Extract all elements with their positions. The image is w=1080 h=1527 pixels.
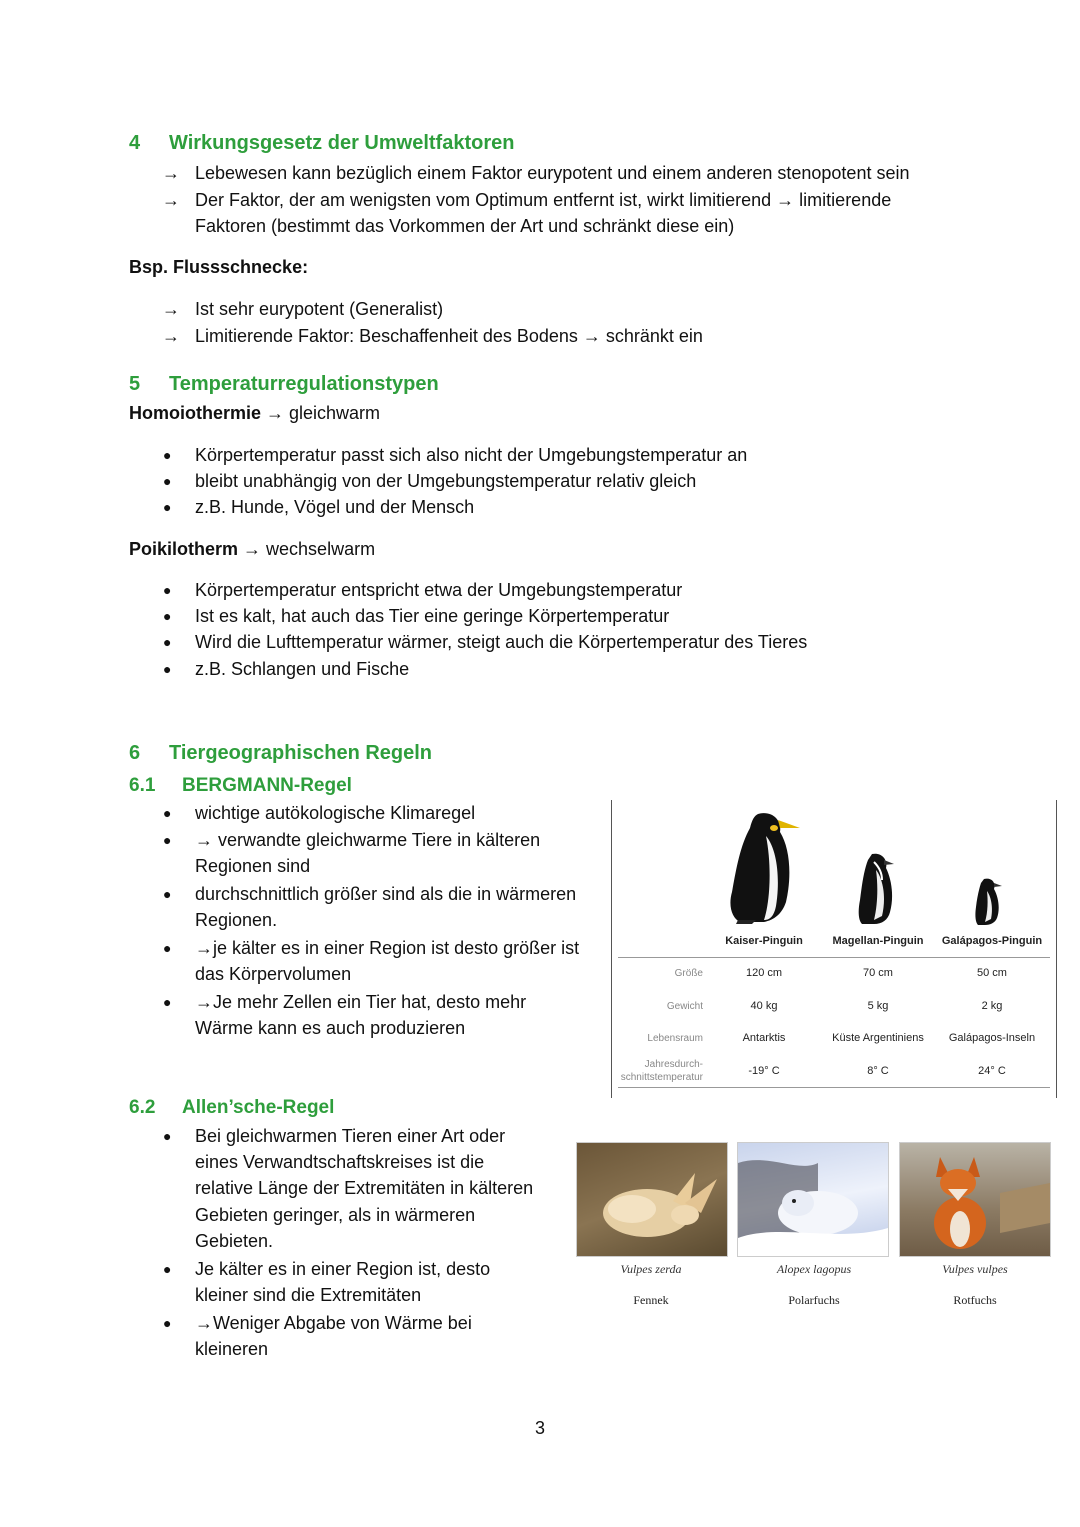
allen-item: relative Länge der Extremitäten in kälteren <box>195 1178 534 1198</box>
bergmann-item: Wärme kann es auch produzieren <box>195 1018 466 1038</box>
figure-border-left <box>611 800 612 1098</box>
bergmann-item: Regionen. <box>195 910 278 930</box>
fennec-fox-icon <box>577 1143 727 1256</box>
bergmann-item: das Körpervolumen <box>195 964 352 984</box>
bullet-icon: ● <box>163 499 172 515</box>
red-fox-name: Rotfuchs <box>953 1293 997 1307</box>
figure-border-right <box>1056 800 1057 1098</box>
bullet-icon: ● <box>163 634 172 650</box>
table-cell: 2 kg <box>981 1000 1003 1012</box>
section-4-title: Wirkungsgesetz der Umweltfaktoren <box>169 132 515 154</box>
column-header: Magellan-Pinguin <box>832 935 924 947</box>
table-cell: Antarktis <box>742 1032 786 1044</box>
red-fox-icon <box>900 1143 1050 1256</box>
bullet-icon: ● <box>163 661 172 677</box>
allen-item: Je kälter es in einer Region ist, desto <box>195 1259 491 1279</box>
poikilotherm-meaning: → wechselwarm <box>238 539 376 559</box>
bullet-icon: ● <box>163 940 172 956</box>
arrow-icon: → <box>162 299 180 319</box>
fennec-photo <box>576 1142 728 1257</box>
emperor-penguin-icon <box>718 806 808 926</box>
table-cell: Küste Argentiniens <box>832 1032 924 1044</box>
section-6-2-title: Allen’sche-Regel <box>182 1097 335 1118</box>
poik-item: Ist es kalt, hat auch das Tier eine geringe Körpertemperatur <box>195 606 670 626</box>
allen-item: Bei gleichwarmen Tieren einer Art oder <box>195 1126 506 1146</box>
poikilotherm-heading <box>129 536 375 562</box>
arrow-icon: → <box>162 190 180 210</box>
arctic-fox-icon <box>738 1143 888 1256</box>
bullet-icon: ● <box>163 832 172 848</box>
s4-line-2b: Faktoren (bestimmt das Vorkommen der Art und schränkt diese ein) <box>195 216 735 236</box>
bullet-icon: ● <box>163 805 172 821</box>
row-label: Lebensraum <box>647 1033 703 1044</box>
homoiothermie-term: Homoiothermie <box>129 403 262 423</box>
allen-item: eines Verwandtschaftskreises ist die <box>195 1152 485 1172</box>
poik-item: Wird die Lufttemperatur wärmer, steigt auch die Körpertemperatur des Tieres <box>195 632 808 652</box>
arctic-fox-name: Polarfuchs <box>788 1293 840 1307</box>
homoiothermie-meaning: → gleichwarm <box>261 403 381 423</box>
galapagos-penguin-icon <box>970 876 1006 926</box>
section-6-number: 6 <box>129 742 141 764</box>
poik-item: Körpertemperatur entspricht etwa der Umgebungstemperatur <box>195 580 683 600</box>
section-6-1-title: BERGMANN-Regel <box>182 775 352 796</box>
bullet-icon: ● <box>163 1261 172 1277</box>
arrow-icon: → <box>162 326 180 346</box>
table-cell: 8° C <box>867 1065 889 1077</box>
table-cell: 5 kg <box>867 1000 889 1012</box>
page-number: 3 <box>535 1418 546 1438</box>
bullet-icon: ● <box>163 1315 172 1331</box>
homoiothermie-heading <box>129 400 380 426</box>
s4-line-2a: Der Faktor, der am wenigsten vom Optimum entfernt ist, wirkt limitierend → limitierende <box>195 190 892 210</box>
bullet-icon: ● <box>163 994 172 1010</box>
section-5-title: Temperaturregulationstypen <box>169 373 439 395</box>
bullet-icon: ● <box>163 473 172 489</box>
bergmann-item: durchschnittlich größer sind als die in wärmeren <box>195 884 577 904</box>
example-line-1: Ist sehr eurypotent (Generalist) <box>195 299 444 319</box>
section-4-number: 4 <box>129 132 141 154</box>
row-label: schnittstemperatur <box>620 1072 703 1083</box>
table-cell: 24° C <box>978 1065 1006 1077</box>
bergmann-item: Regionen sind <box>195 856 311 876</box>
example-label: Bsp. Flussschnecke: <box>129 257 309 277</box>
row-label: Größe <box>674 968 703 979</box>
table-divider <box>618 957 1050 958</box>
allen-item: Gebieten. <box>195 1231 274 1251</box>
column-header: Kaiser-Pinguin <box>725 935 803 947</box>
table-cell: Galápagos-Inseln <box>948 1032 1036 1044</box>
table-divider <box>618 1087 1050 1088</box>
arctic-fox-photo <box>737 1142 889 1257</box>
fennec-name: Fennek <box>633 1293 669 1307</box>
poik-item: z.B. Schlangen und Fische <box>195 659 410 679</box>
s4-line-1: Lebewesen kann bezüglich einem Faktor eurypotent und einem anderen stenopotent sein <box>195 163 910 183</box>
row-label: Gewicht <box>666 1001 703 1012</box>
section-6-title: Tiergeographischen Regeln <box>169 742 433 764</box>
bergmann-item: → verwandte gleichwarme Tiere in kälteren <box>195 830 541 850</box>
bullet-icon: ● <box>163 1128 172 1144</box>
red-fox-photo <box>899 1142 1051 1257</box>
section-6-1-number: 6.1 <box>129 775 156 796</box>
arrow-icon: → <box>162 163 180 183</box>
allen-item: kleiner sind die Extremitäten <box>195 1285 422 1305</box>
bergmann-item: →je kälter es in einer Region ist desto größer ist <box>195 938 580 958</box>
row-label: Jahresdurch- <box>644 1059 703 1070</box>
table-cell: 40 kg <box>750 1000 778 1012</box>
table-cell: -19° C <box>748 1065 780 1077</box>
section-6-2-number: 6.2 <box>129 1097 156 1118</box>
table-cell: 50 cm <box>977 967 1007 979</box>
homo-item: bleibt unabhängig von der Umgebungstemperatur relativ gleich <box>195 471 697 491</box>
fennec-latin-name: Vulpes zerda <box>620 1262 682 1276</box>
arctic-fox-latin-name: Alopex lagopus <box>776 1262 852 1276</box>
section-5-number: 5 <box>129 373 141 395</box>
red-fox-latin-name: Vulpes vulpes <box>942 1262 1008 1276</box>
magellanic-penguin-icon <box>852 850 902 926</box>
column-header: Galápagos-Pinguin <box>941 935 1043 947</box>
homo-item: Körpertemperatur passt sich also nicht der Umgebungstemperatur an <box>195 445 748 465</box>
allen-item: →Weniger Abgabe von Wärme bei <box>195 1313 472 1333</box>
example-line-2: Limitierende Faktor: Beschaffenheit des Bodens → schränkt ein <box>195 326 703 346</box>
poikilotherm-term: Poikilotherm <box>129 539 239 559</box>
allen-item: Gebieten geringer, als in wärmeren <box>195 1205 476 1225</box>
table-cell: 70 cm <box>863 967 893 979</box>
allen-item: kleineren <box>195 1339 269 1359</box>
table-cell: 120 cm <box>745 967 783 979</box>
bullet-icon: ● <box>163 582 172 598</box>
bergmann-item: →Je mehr Zellen ein Tier hat, desto mehr <box>195 992 527 1012</box>
bullet-icon: ● <box>163 447 172 463</box>
bullet-icon: ● <box>163 608 172 624</box>
homo-item: z.B. Hunde, Vögel und der Mensch <box>195 497 475 517</box>
bergmann-item: wichtige autökologische Klimaregel <box>195 803 476 823</box>
bullet-icon: ● <box>163 886 172 902</box>
